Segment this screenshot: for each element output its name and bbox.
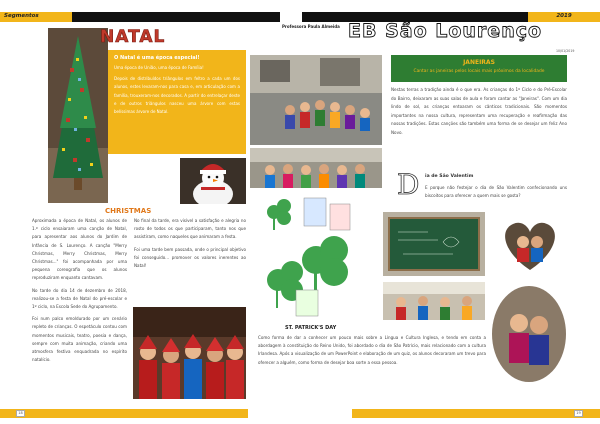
year-label: 2019 [556,13,572,19]
right-page-number: 19 [574,410,583,417]
shamrock-cards-photo [256,190,356,322]
valentine-text: E porque não festejar o dia de São Valentim confecionando uns biscoitos para oferecer a quem mais se gosta? [425,185,567,199]
section-label: Segmentos [4,13,39,19]
natal-box-text: Depois de distribuídos triângulos em feltro a cada um dos alunos, estes levaram-nos para casa e, em articulação com a família, trouxeram-nos decorados. A partir do entrelaçar deste e de outros triângulos nasceu uma árvore com estas belíssimas árvore de Natal. [114,76,240,115]
stpatrick-title: ST. PATRICK'S DAY [285,325,337,331]
classroom-photo [383,282,485,320]
janeiras-header-box [391,55,567,82]
natal-info-box [108,50,246,154]
issue-date: 10/01/2019 [556,49,575,53]
kids-row-photo [250,148,382,188]
heart-cookie-photo [493,212,567,276]
valentine-dropcap: D [397,168,420,201]
janeiras-title: JANEIRAS [463,59,495,66]
christmas-tree-photo [48,28,108,203]
natal-box-heading: O Natal é uma época especial! [114,55,200,61]
valentine-title: ia de São Valentim [425,174,474,179]
janeiras-subtitle: Cantar as janeiras pelos locais mais próximos da localidade [413,69,545,74]
christmas-title: CHRISTMAS [105,207,152,215]
natal-title: NATAL [100,27,166,47]
author-name: Professora Paula Almeida [282,24,340,29]
christmas-paragraph-1: Aproximada a época de Natal, os alunos de 1.º ciclo ensaiaram uma canção de Natal, para apresentar aos alunos do Jardim de Infância de S. Lourenço. A canção "Merry Christmas, Merry Christmas, Merry Christmas..." foi acompanhada por uma pequena coreografia que os alunos reproduziram enquanto cantavam. [32,218,127,281]
school-title: EB São Lourenço [348,20,543,42]
right-footer-bar [352,409,600,418]
left-header-bar [0,12,72,22]
janeiras-photo [250,55,382,145]
left-footer-bar [0,409,248,418]
christmas-paragraph-4: No final da tarde, era visível a satisfação e alegria no rosto de todos os que participaram, tanto nos que assistiram, como naqueles que animaram a festa. [134,218,246,240]
green-board-photo [383,212,485,276]
christmas-party-photo [133,307,246,399]
christmas-column-2 [134,217,246,270]
christmas-paragraph-2: No tarde do dia 14 de dezembro de 2018, realizou-se a festa de Natal do pré-escolar e 1º ciclo, na Escola Sede do Agrupamento. [32,287,127,310]
natal-box-subheading: Uma época de União, uma época de Família! [114,65,204,70]
christmas-paragraph-5: Foi uma tarde bem passada, onde o principal objetivo foi conseguido... promover os valores inerentes ao Natal! [134,246,246,269]
christmas-column-1 [32,217,127,364]
students-photo [491,285,567,383]
stpatrick-text: Como forma de dar a conhecer um pouco mais sobre a Língua e Cultura Inglesa, e tendo em conta a abordagem à constituição do Reino Unido, foi abordado o dia de São Patrício, mais relacionado com a cultura Irlandesa. Após a visualização de um PowerPoint e elaboração de um quiz, os alunos decoraram um trevo para oferecer a alguém, como forma de desejar boa sorte a essa pessoa. [258,335,486,365]
left-page-number: 18 [16,410,25,417]
christmas-paragraph-3: Foi num palco emoldurado por um cenário repleto de crianças. O espetáculo contou com momentos musicais, teatro, poesia e dança, sempre com muita animação, criando uma atmosfera festiva enquadrada no espírito natalício. [32,316,127,363]
janeiras-text: Nestas terras a tradição ainda é o que era. As crianças do 1º Ciclo e do Pré-Escolar do Bairro, deixaram as suas salas de aula e foram cantar as "Janeiras". Com um dia lindo de sol, as crianças entoaram os cânticos tradicionais. São momentos importantes na nossa cultura, representam uma recuperação e reafirmação das nossas tradições. Estas canções são também uma forma de se desejar um feliz Ano Novo. [391,87,567,135]
left-header-strip [72,12,280,22]
snowman-photo [180,158,246,204]
